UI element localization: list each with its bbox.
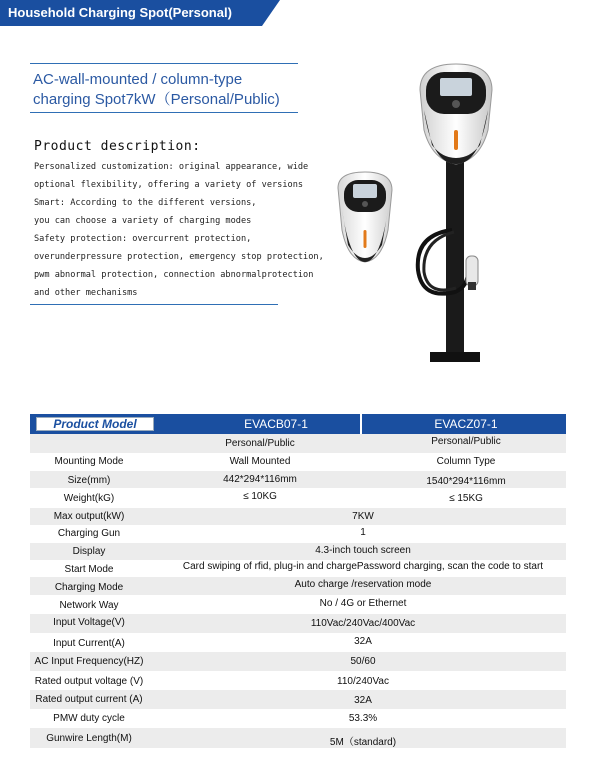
row-label: Size(mm) bbox=[67, 475, 111, 486]
table-row bbox=[30, 560, 566, 577]
row-value: 53.3% bbox=[348, 713, 378, 724]
row-value: 110Vac/240Vac/400Vac bbox=[310, 618, 416, 629]
row-value: Auto charge /reservation mode bbox=[294, 579, 432, 590]
description-line: you can choose a variety of charging modes bbox=[34, 216, 252, 226]
table-row bbox=[30, 671, 566, 690]
type-b: Personal/Public bbox=[431, 436, 501, 447]
table-row bbox=[30, 508, 566, 525]
banner-title: Household Charging Spot(Personal) bbox=[8, 5, 232, 20]
row-label: Start Mode bbox=[64, 564, 114, 575]
row-value: Card swiping of rfid, plug-in and chargePassword charging, scan the code to start bbox=[182, 561, 544, 572]
row-value: 4.3-inch touch screen bbox=[315, 545, 411, 556]
wall-charger-image bbox=[330, 170, 400, 270]
row-value: 32A bbox=[354, 636, 372, 647]
row-value: 1 bbox=[360, 527, 366, 538]
row-label: Rated output current (A) bbox=[35, 694, 143, 705]
row-label: Display bbox=[72, 546, 106, 557]
model-b: EVACZ07-1 bbox=[434, 417, 498, 431]
table-row bbox=[30, 709, 566, 728]
row-value: 32A bbox=[354, 695, 372, 706]
row-label: Rated output voltage (V) bbox=[34, 676, 144, 687]
table-row bbox=[30, 728, 566, 748]
description-body bbox=[34, 160, 324, 304]
heading-line-1: AC-wall-mounted / column-type bbox=[33, 71, 243, 88]
value-a: Wall Mounted bbox=[229, 456, 291, 467]
description-line: Personalized customization: original appearance, wide bbox=[34, 162, 309, 172]
heading-line-2: charging Spot7kW（Personal/Public) bbox=[33, 91, 280, 108]
description-line: pwm abnormal protection, connection abnormalprotection bbox=[34, 270, 314, 280]
row-label: Gunwire Length(M) bbox=[46, 733, 132, 744]
row-value: 5M（standard) bbox=[329, 737, 397, 748]
table-row bbox=[30, 633, 566, 652]
table-header bbox=[30, 414, 566, 434]
divider-heading bbox=[30, 112, 298, 113]
value-b: ≤ 15KG bbox=[449, 493, 483, 504]
table-row bbox=[30, 453, 566, 471]
table-row bbox=[30, 614, 566, 633]
table-row bbox=[30, 525, 566, 543]
row-label: Network Way bbox=[59, 600, 119, 611]
column-charger-image bbox=[410, 60, 506, 375]
value-a: ≤ 10KG bbox=[243, 491, 277, 502]
title-banner bbox=[0, 0, 280, 26]
table-row bbox=[30, 488, 566, 508]
value-a: 442*294*116mm bbox=[223, 474, 297, 485]
product-heading bbox=[33, 70, 280, 110]
row-value: 50/60 bbox=[350, 656, 376, 667]
table-row bbox=[30, 471, 566, 488]
description-line: and other mechanisms bbox=[34, 288, 138, 298]
row-label: Mounting Mode bbox=[54, 456, 124, 467]
table-row bbox=[30, 652, 566, 671]
row-value: No / 4G or Ethernet bbox=[319, 598, 407, 609]
row-label: AC Input Frequency(HZ) bbox=[34, 656, 144, 667]
row-label: PMW duty cycle bbox=[53, 713, 125, 724]
value-b: Column Type bbox=[436, 456, 496, 467]
table-row bbox=[30, 577, 566, 595]
description-title: Product description: bbox=[34, 139, 201, 154]
description-line: overunderpressure protection, emergency stop protection, bbox=[34, 252, 324, 262]
row-value: 110/240Vac bbox=[337, 676, 389, 687]
table-row bbox=[30, 690, 566, 709]
row-label: Input Current(A) bbox=[53, 638, 125, 649]
row-label: Charging Gun bbox=[57, 528, 121, 539]
table-row bbox=[30, 543, 566, 560]
row-label: Max output(kW) bbox=[53, 511, 125, 522]
divider-top bbox=[30, 63, 298, 64]
description-line: Smart: According to the different versions, bbox=[34, 198, 257, 208]
row-label: Weight(kG) bbox=[63, 493, 115, 504]
row-label: Charging Mode bbox=[54, 582, 124, 593]
header-separator bbox=[360, 414, 362, 434]
model-a: EVACB07-1 bbox=[244, 417, 308, 431]
description-line: Safety protection: overcurrent protection, bbox=[34, 234, 252, 244]
divider-description bbox=[30, 304, 278, 305]
value-b: 1540*294*116mm bbox=[426, 476, 506, 487]
row-label: Input Voltage(V) bbox=[53, 617, 125, 628]
product-model-label: Product Model bbox=[36, 417, 154, 431]
type-a: Personal/Public bbox=[225, 438, 295, 449]
description-line: optional flexibility, offering a variety of versions bbox=[34, 180, 304, 190]
table-row bbox=[30, 595, 566, 614]
row-value: 7KW bbox=[352, 511, 374, 522]
table-row bbox=[30, 434, 566, 453]
